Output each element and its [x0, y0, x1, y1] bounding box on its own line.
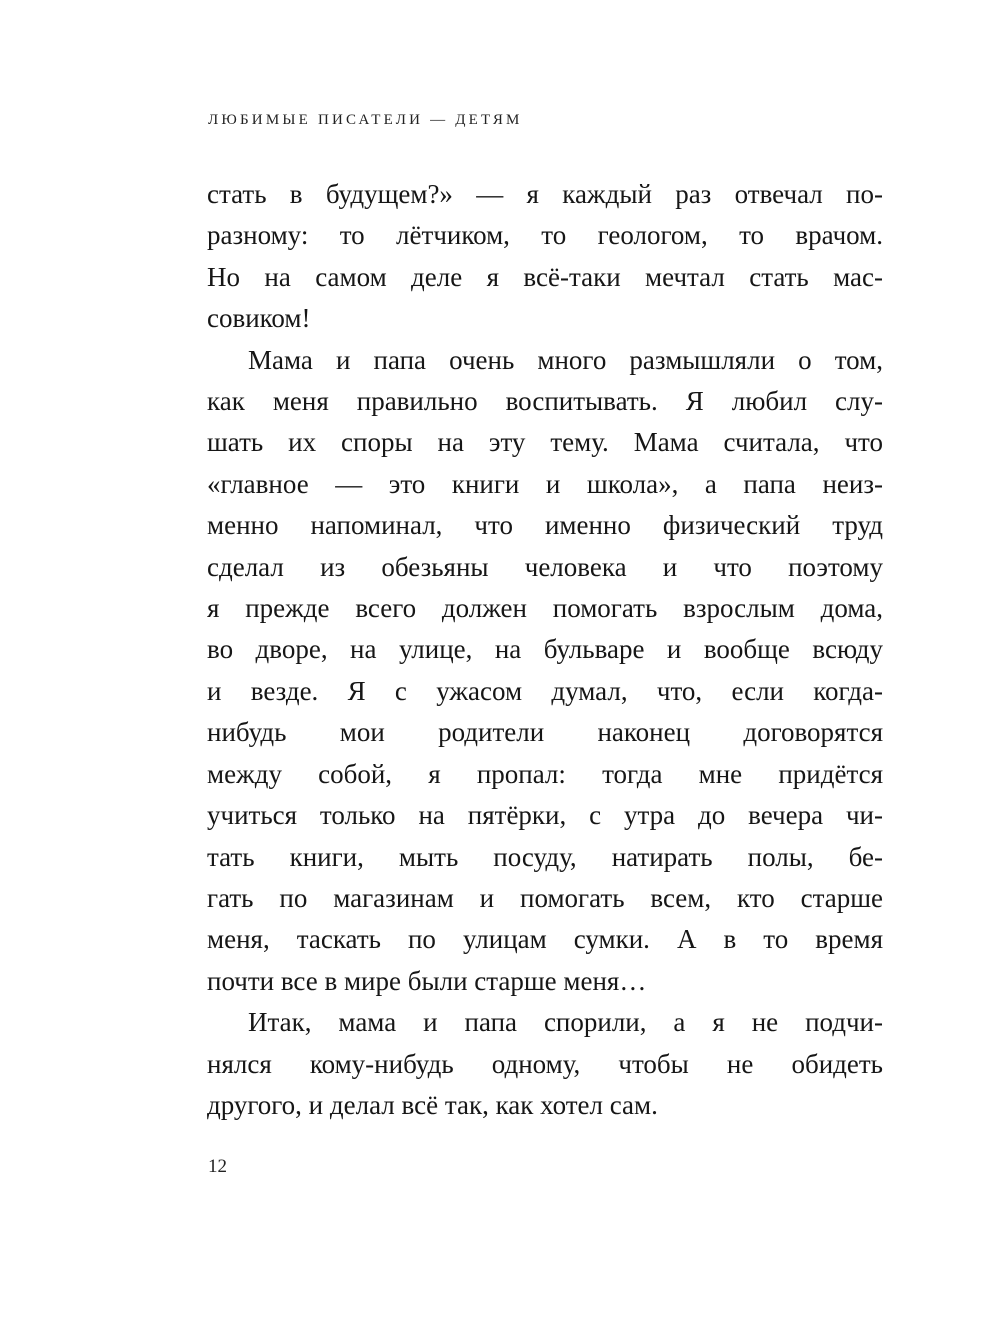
text-line: сделал из обезьяны человека и что поэтому — [207, 551, 883, 582]
text-line: другого, и делал всё так, как хотел сам. — [207, 1089, 658, 1120]
page-number: 12 — [208, 1156, 227, 1177]
text-line: гать по магазинам и помогать всем, кто старше — [207, 882, 883, 913]
text-line: нибудь мои родители наконец договорятся — [207, 717, 883, 748]
text-line: между собой, я пропал: тогда мне придётся — [207, 758, 883, 789]
text-line: «главное — это книги и школа», а папа неиз- — [207, 468, 883, 499]
body-text — [207, 174, 883, 1126]
text-line: шать их споры на эту тему. Мама считала, что — [207, 427, 883, 458]
text-line: Но на самом деле я всё-таки мечтал стать мас- — [207, 261, 883, 292]
text-line: тать книги, мыть посуду, натирать полы, бе- — [207, 841, 883, 872]
text-line: Мама и папа очень много размышляли о том, — [248, 344, 883, 375]
text-line: почти все в мире были старше меня… — [207, 965, 647, 996]
text-line: стать в будущем?» — я каждый раз отвечал по- — [207, 179, 883, 209]
text-line: и везде. Я с ужасом думал, что, если когда- — [207, 675, 883, 706]
text-line: учиться только на пятёрки, с утра до вечера чи- — [207, 800, 883, 831]
text-line: разному: то лётчиком, то геологом, то врачом. — [207, 220, 883, 251]
text-line: как меня правильно воспитывать. Я любил слу- — [207, 386, 883, 417]
text-line: совиком! — [207, 303, 311, 334]
text-line: Итак, мама и папа спорили, а я не подчи- — [248, 1007, 883, 1038]
text-line: я прежде всего должен помогать взрослым дома, — [207, 593, 883, 624]
text-line: нялся кому-нибудь одному, чтобы не обидеть — [207, 1048, 883, 1079]
text-line: во дворе, на улице, на бульваре и вообще всюду — [207, 634, 883, 665]
text-line: меня, таскать по улицам сумки. А в то время — [207, 924, 883, 955]
text-line: менно напоминал, что именно физический труд — [207, 510, 883, 541]
running-header: ЛЮБИМЫЕ ПИСАТЕЛИ — ДЕТЯМ — [208, 112, 523, 128]
